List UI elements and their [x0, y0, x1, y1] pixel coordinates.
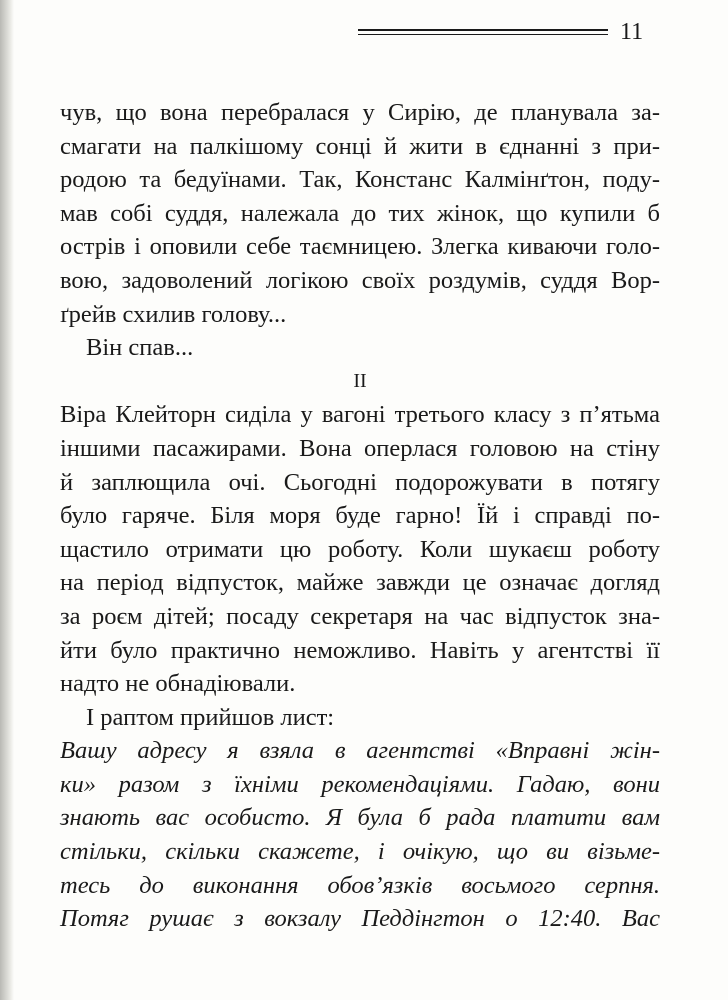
text-line: стільки, скільки скажете, і очікую, що ви візьме- [60, 838, 660, 866]
paragraph-2: Він спав... [86, 334, 194, 362]
text-line: Віра Клейторн сиділа у вагоні третього класу з п’ятьма [60, 401, 660, 429]
paragraph-3 [60, 398, 660, 700]
paragraph-4: І раптом прийшов лист: [86, 703, 335, 731]
text-line: чув, що вона перебралася у Сирію, де планувала за- [60, 99, 660, 126]
letter-text [60, 734, 660, 936]
text-line: надто не обнадіювали. [60, 670, 296, 698]
text-line: смагати на палкішому сонці й жити в єднанні з при- [60, 132, 660, 160]
page-header [358, 20, 658, 50]
page-number: 11 [620, 19, 644, 45]
text-line: й заплющила очі. Сьогодні подорожувати в потягу [60, 468, 660, 496]
section-number: II [353, 369, 367, 392]
body-text [60, 96, 660, 936]
paragraph-1 [60, 96, 660, 331]
text-line: ки» разом з їхніми рекомендаціями. Гадаю, вони [60, 770, 660, 798]
text-line: тесь до виконання обов’язків восьмого серпня. [60, 871, 660, 899]
text-line: іншими пасажирами. Вона оперлася головою на стіну [60, 434, 660, 462]
text-line: родою та бедуїнами. Так, Констанс Калмінґтон, поду- [60, 166, 660, 194]
header-rule [358, 29, 608, 31]
text-line: ґрейв схилив голову... [60, 300, 287, 328]
text-line: вою, задоволений логікою своїх роздумів, суддя Вор- [60, 266, 660, 294]
header-rule-thin [358, 34, 608, 35]
text-line: знають вас особисто. Я була б рада платити вам [60, 804, 660, 832]
text-line: було гаряче. Біля моря буде гарно! Їй і справді по- [60, 502, 660, 530]
text-line: щастило отримати цю роботу. Коли шукаєш роботу [60, 535, 660, 563]
text-line: на період відпусток, майже завжди це означає догляд [60, 569, 660, 597]
text-line: за роєм дітей; посаду секретаря на час відпусток зна- [60, 602, 660, 630]
text-line: йти було практично неможливо. Навіть у агентстві її [60, 636, 660, 664]
page-edge-shadow [0, 0, 14, 1000]
text-line: острів і оповили себе таємницею. Злегка киваючи голо- [60, 233, 660, 261]
text-line: мав собі суддя, належала до тих жінок, що купили б [60, 199, 660, 227]
text-line: Вашу адресу я взяла в агентстві «Вправні жін- [60, 737, 660, 765]
text-line: Потяг рушає з вокзалу Педдінгтон о 12:40. Вас [60, 905, 660, 933]
